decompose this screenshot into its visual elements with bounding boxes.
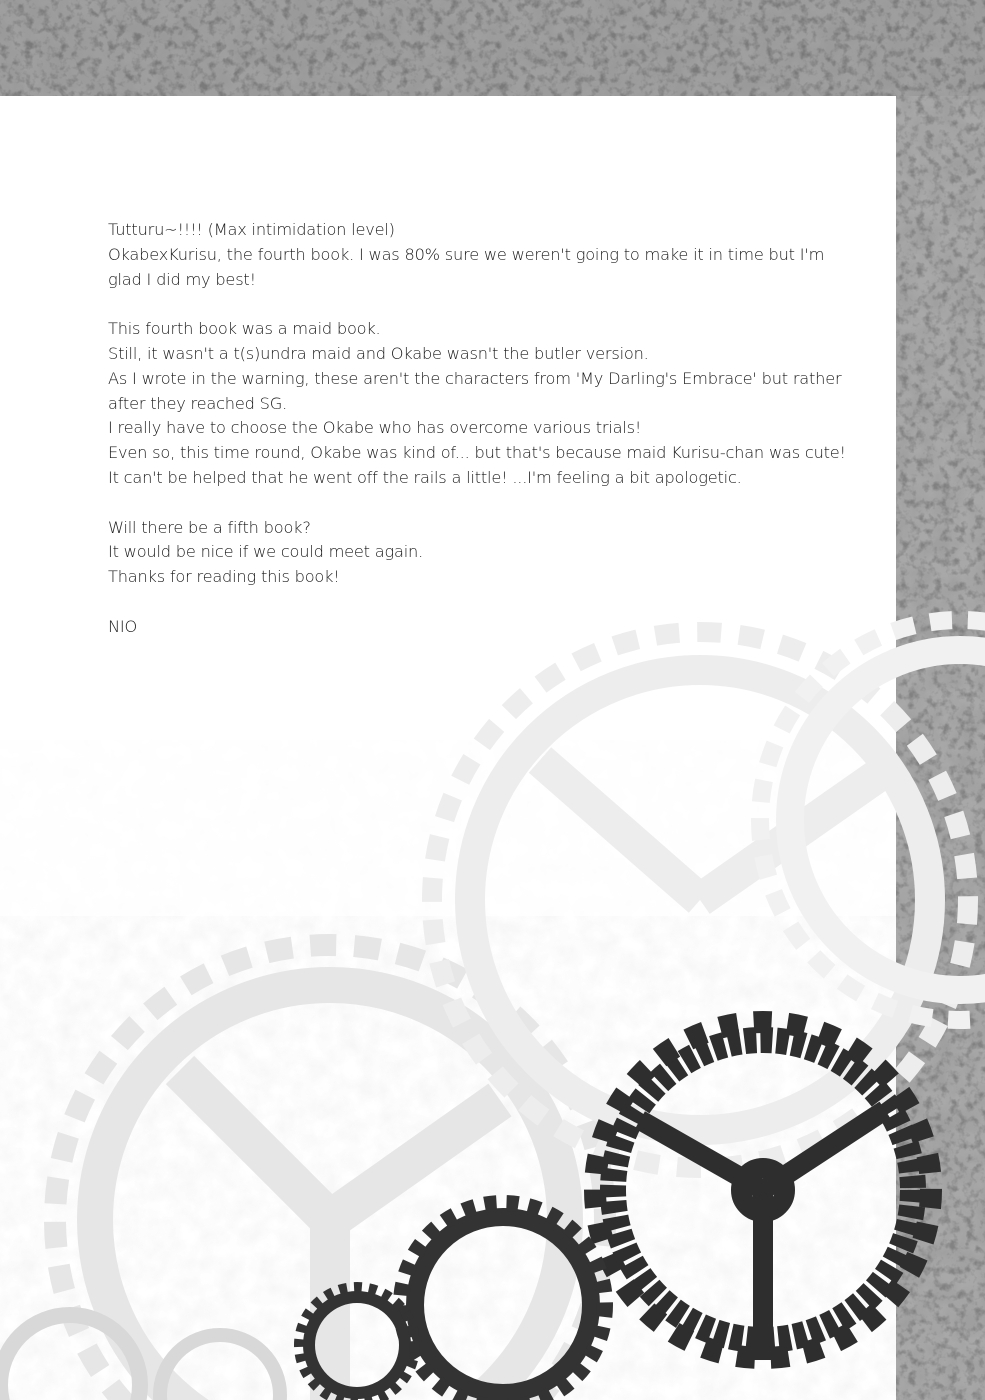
text-line: It can't be helped that he went off the rails a little! ...I'm feeling a bit apologetic. [108, 467, 742, 487]
text-line: This fourth book was a maid book. [108, 319, 381, 339]
afterword-text [108, 218, 846, 640]
text-line: I really have to choose the Okabe who has overcome various trials! [108, 418, 642, 438]
signature: NIO [108, 616, 138, 636]
text-line: Even so, this time round, Okabe was kind of... but that's because maid Kurisu-chan was cute! [108, 443, 846, 463]
text-line: OkabexKurisu, the fourth book. I was 80% sure we weren't going to make it in time but I'm [108, 244, 825, 264]
text-line: after they reached SG. [108, 393, 288, 413]
text-line: Will there be a fifth book? [108, 517, 311, 537]
text-line: Still, it wasn't a t(s)undra maid and Okabe wasn't the butler version. [108, 343, 649, 363]
text-line: Tutturu~!!!! (Max intimidation level) [108, 220, 395, 239]
text-line: It would be nice if we could meet again. [108, 542, 424, 562]
text-line: glad I did my best! [108, 269, 256, 289]
text-line: As I wrote in the warning, these aren't the characters from 'My Darling's Embrace' but rather [108, 368, 842, 388]
text-line: Thanks for reading this book! [108, 567, 340, 587]
